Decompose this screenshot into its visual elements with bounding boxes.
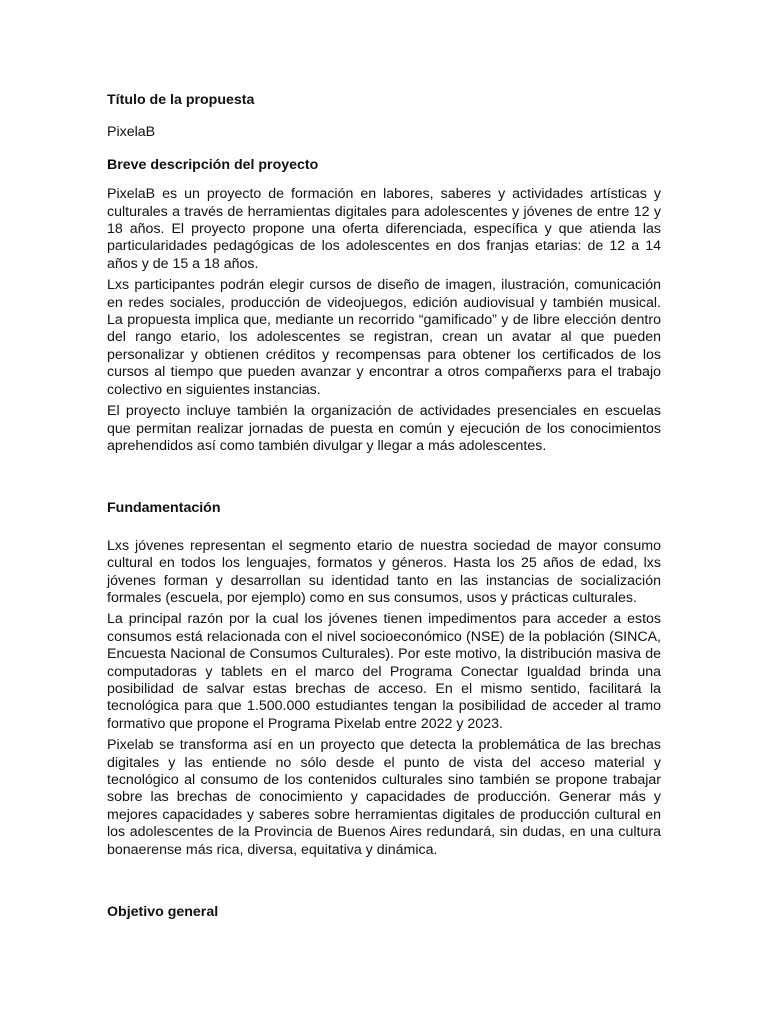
- fundamentacion-paragraph-3: Pixelab se transforma así en un proyecto que detecta la problemática de las brechas digitales y las entiende no sólo desde el punto de vista del acceso material y tecnológico al consumo de los contenidos culturales sino también se propone trabajar sobre las brechas de conocimiento y capacidades de producción. Generar más y mejores capacidades y saberes sobre herramientas digitales de producción cultural en los adolescentes de la Provincia de Buenos Aires redundará, sin dudas, en una cultura bonaerense más rica, diversa, equitativa y dinámica.: [107, 737, 661, 858]
- section-heading-fundamentacion: Fundamentación: [107, 500, 221, 517]
- descripcion-paragraph-2: Lxs participantes podrán elegir cursos de diseño de imagen, ilustración, comunicación en redes sociales, producción de videojuegos, edición audiovisual y también musical. La propuesta implica que, mediante un recorrido “gamificado” y de libre elección dentro del rango etario, los adolescentes se registran, crean un avatar al que pueden personalizar y obtienen créditos y recompensas para obtener los certificados de los cursos al tiempo que pueden avanzar y encontrar a otros compañerxs para el trabajo colectivo en siguientes instancias.: [107, 277, 661, 398]
- fundamentacion-paragraph-1: Lxs jóvenes representan el segmento etario de nuestra sociedad de mayor consumo cultural en todos los lenguajes, formatos y géneros. Hasta los 25 años de edad, lxs jóvenes forman y desarrollan su identidad tanto en las instancias de socialización formales (escuela, por ejemplo) como en sus consumos, usos y prácticas culturales.: [107, 537, 661, 606]
- section-heading-titulo: Título de la propuesta: [107, 92, 255, 108]
- section-heading-descripcion: Breve descripción del proyecto: [107, 156, 319, 173]
- fundamentacion-paragraph-2: La principal razón por la cual los jóvenes tienen impedimentos para acceder a estos consumos está relacionada con el nivel socioeconómico (NSE) de la población (SINCA, Encuesta Nacional de Consumos Culturales). Por este motivo, la distribución masiva de computadoras y tablets en el marco del Programa Conectar Igualdad brinda una posibilidad de salvar estas brechas de acceso. En el mismo sentido, facilitará la tecnológica para que 1.500.000 estudiantes tengan la posibilidad de acceder al tramo formativo que propone el Programa Pixelab entre 2022 y 2023.: [107, 611, 661, 732]
- titulo-value: PixelaB: [107, 124, 156, 141]
- descripcion-paragraph-3: El proyecto incluye también la organización de actividades presenciales en escuelas que permitan realizar jornadas de puesta en común y ejecución de los conocimientos aprehendidos así como también divulgar y llegar a más adolescentes.: [107, 403, 661, 454]
- section-heading-objetivo: Objetivo general: [107, 904, 219, 921]
- document-body: [107, 92, 661, 921]
- descripcion-paragraph-1: PixelaB es un proyecto de formación en labores, saberes y actividades artísticas y culturales a través de herramientas digitales para adolescentes y jóvenes de entre 12 y 18 años. El proyecto propone una oferta diferenciada, específica y que atienda las particularidades pedagógicas de los adolescentes en dos franjas etarias: de 12 a 14 años y de 15 a 18 años.: [107, 186, 661, 272]
